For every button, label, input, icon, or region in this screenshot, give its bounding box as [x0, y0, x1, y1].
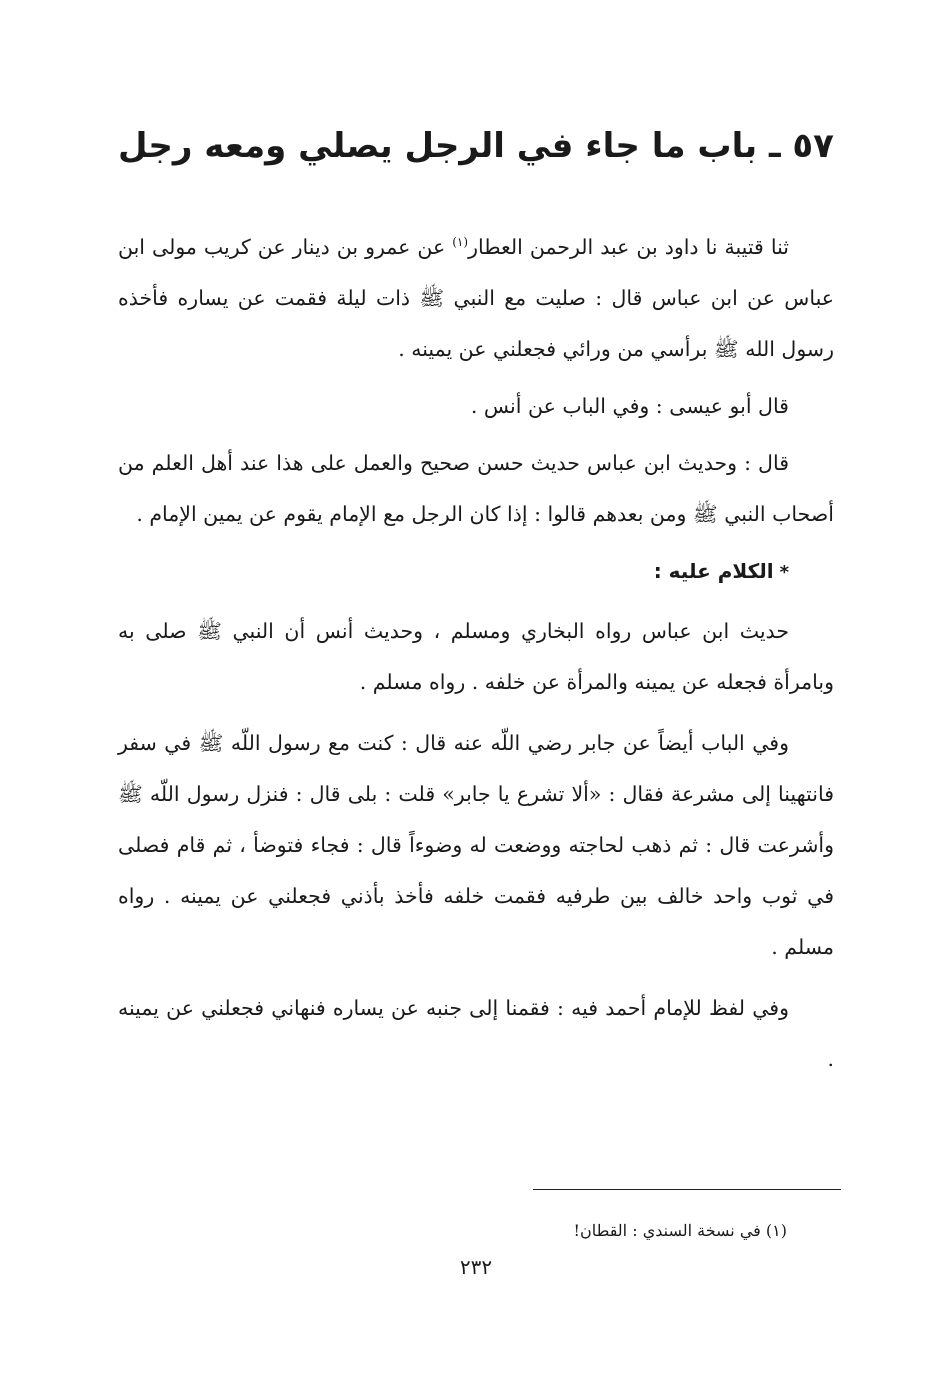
paragraph-hadith-chain	[118, 222, 834, 375]
page-number: ٢٣٢	[459, 1255, 493, 1279]
footnote-divider	[533, 1189, 841, 1190]
body-text	[118, 222, 834, 1085]
section-heading-text: الكلام عليه :	[653, 559, 774, 583]
paragraph-text: عن عمرو بن دينار عن كريب مولى ابن عباس عن ابن عباس قال : صليت مع النبي ﷺ ذات ليلة فقمت عن يساره فأخذه رسول الله ﷺ برأسي من ورائي فجعلني عن يمينه .	[118, 235, 834, 361]
chapter-title: ٥٧ ـ باب ما جاء في الرجل يصلي ومعه رجل	[118, 126, 834, 166]
star-icon: *	[779, 562, 789, 583]
paragraph-hadith-grading: قال : وحديث ابن عباس حديث حسن صحيح والعمل على هذا عند أهل العلم من أصحاب النبي ﷺ ومن بعدهم قالوا : إذا كان الرجل مع الإمام يقوم عن يمين الإمام .	[118, 451, 834, 526]
paragraph-abu-isa: قال أبو عيسى : وفي الباب عن أنس .	[470, 394, 789, 418]
footnote: (١) في نسخة السندي : القطان!	[573, 1221, 787, 1240]
footnote-marker[interactable]: (١)	[452, 235, 469, 250]
paragraph-jabir: وفي الباب أيضاً عن جابر رضي اللّه عنه قال : كنت مع رسول اللّه ﷺ في سفر فانتهينا إلى مشرعة فقال : «ألا تشرع يا جابر» قلت : بلى قال : فنزل رسول اللّه ﷺ وأشرعت قال : ثم ذهب لحاجته ووضعت له وضوءاً قال : فجاء فتوضأ ، ثم قام فصلى في ثوب واحد خالف بين طرفيه فقمت خلفه فأخذ بأذني فجعلني عن يمينه . رواه مسلم .	[118, 731, 834, 959]
paragraph-ahmad: وفي لفظ للإمام أحمد فيه : فقمنا إلى جنبه عن يساره فنهاني فجعلني عن يمينه .	[118, 996, 834, 1071]
section-heading	[118, 544, 834, 600]
paragraph-text: ثنا قتيبة نا داود بن عبد الرحمن العطار	[468, 235, 789, 259]
paragraph-commentary: حديث ابن عباس رواه البخاري ومسلم ، وحديث أنس أن النبي ﷺ صلى به وبامرأة فجعله عن يمينه والمرأة عن خلفه . رواه مسلم .	[118, 619, 834, 694]
